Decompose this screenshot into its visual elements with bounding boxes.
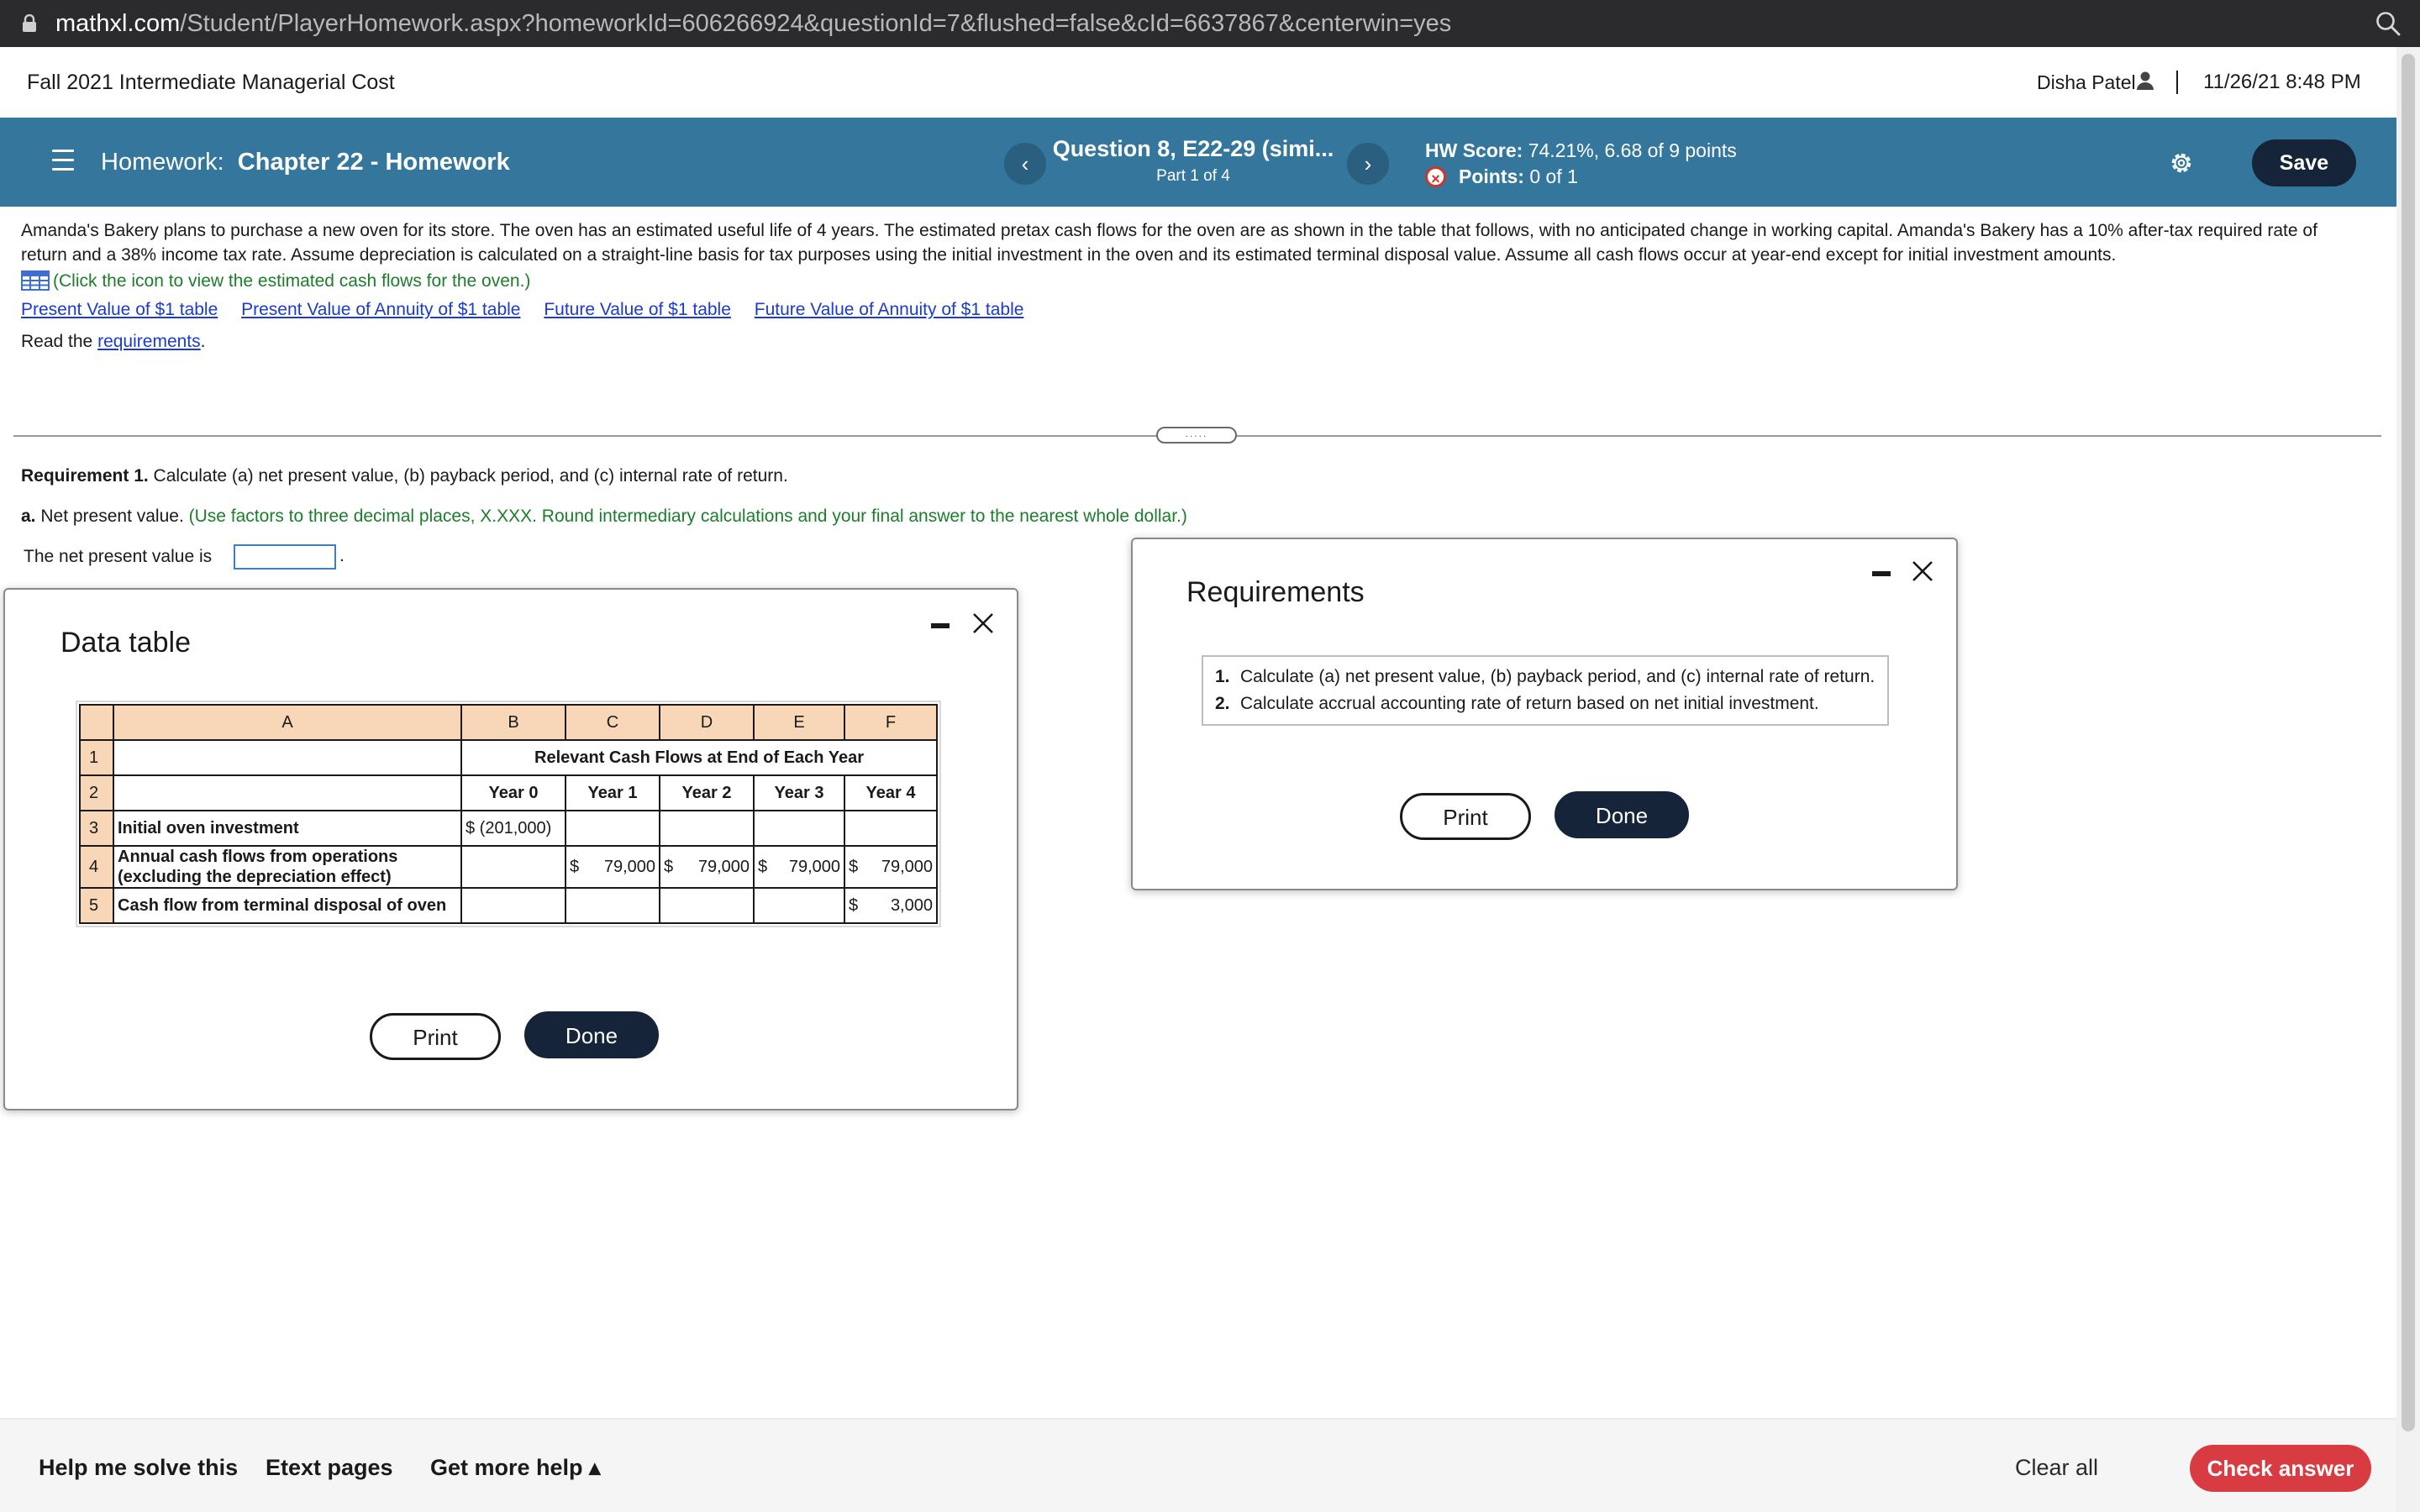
- col-header-f: F: [844, 705, 937, 740]
- year-header: Year 3: [754, 775, 844, 811]
- reqa-text: Net present value.: [35, 507, 189, 526]
- item-text: Calculate accrual accounting rate of return based on net initial investment.: [1240, 694, 1819, 713]
- homework-prefix: Homework:: [101, 149, 224, 176]
- currency-sign: $: [758, 857, 768, 876]
- col-header-c: C: [566, 705, 660, 740]
- cell-empty: [566, 811, 660, 846]
- npv-label: The net present value is: [24, 547, 213, 566]
- close-icon[interactable]: [971, 612, 995, 635]
- question-part: Part 1 of 4: [1156, 167, 1230, 185]
- cell-value: [660, 846, 754, 888]
- course-name: Fall 2021 Intermediate Managerial Cost: [27, 71, 395, 94]
- amount: 79,000: [881, 857, 933, 876]
- row-label-line2: (excluding the depreciation effect): [118, 868, 392, 886]
- data-print-button[interactable]: Print: [370, 1013, 501, 1060]
- table-row: [80, 888, 937, 923]
- table-row: [80, 775, 937, 811]
- table-header-row: [80, 705, 937, 740]
- incorrect-x-icon: ×: [1425, 166, 1446, 187]
- fv-annuity-table-link[interactable]: Future Value of Annuity of $1 table: [754, 300, 1024, 319]
- url-text[interactable]: [55, 8, 1451, 39]
- save-button[interactable]: Save: [2252, 139, 2356, 186]
- req1-text: Calculate (a) net present value, (b) payback period, and (c) internal rate of return.: [148, 466, 788, 486]
- cell-empty: [461, 888, 566, 923]
- table-row: [80, 811, 937, 846]
- url-path: /Student/PlayerHomework.aspx?homeworkId=606266924&questionId=7&flushed=false&cId=6637867&centerwin=yes: [180, 10, 1452, 37]
- requirements-dialog[interactable]: [1131, 538, 1958, 890]
- table-icon[interactable]: [21, 270, 50, 291]
- homework-title: [101, 146, 510, 178]
- read-prefix: Read the: [21, 332, 98, 351]
- help-me-solve-button[interactable]: Help me solve this: [39, 1455, 239, 1480]
- read-requirements: [21, 329, 205, 354]
- user-icon[interactable]: [2136, 71, 2154, 91]
- cell-empty: [113, 775, 461, 811]
- get-more-help-button[interactable]: Get more help ▴: [430, 1455, 601, 1480]
- requirements-list: [1202, 655, 1889, 726]
- cell-empty: [660, 888, 754, 923]
- row-number: 5: [80, 888, 113, 923]
- cell-empty: [660, 811, 754, 846]
- points-value: 0 of 1: [1529, 165, 1578, 187]
- prev-question-button[interactable]: ‹: [1004, 143, 1046, 185]
- row-label: Initial oven investment: [113, 811, 461, 846]
- amount: 3,000: [890, 895, 933, 915]
- page-scrollbar[interactable]: [2396, 47, 2420, 1512]
- gear-icon[interactable]: [2168, 150, 2195, 176]
- factor-table-links: [21, 297, 1042, 322]
- user-name[interactable]: Disha Patel: [2037, 71, 2136, 93]
- req-print-button[interactable]: Print: [1400, 793, 1531, 840]
- reqa-label: a.: [21, 507, 36, 526]
- item-number: 1.: [1215, 667, 1230, 686]
- req-done-button[interactable]: Done: [1555, 791, 1689, 838]
- icon-hint: (Click the icon to view the estimated cash flows for the oven.): [53, 271, 531, 291]
- col-header-e: E: [754, 705, 844, 740]
- requirements-link[interactable]: requirements: [97, 332, 201, 351]
- req1-label: Requirement 1.: [21, 466, 149, 486]
- cell-value: [754, 846, 844, 888]
- cash-flow-table: [79, 704, 938, 924]
- etext-pages-button[interactable]: Etext pages: [266, 1455, 393, 1480]
- npv-input[interactable]: [234, 544, 336, 570]
- question-text: Amanda's Bakery plans to purchase a new oven for its store. The oven has an estimated useful life of 4 years. The estimated pretax cash flows for the oven are as shown in the table that follows, with no anticipated change in working capital. Amanda's Bakery has a 10% after-tax required rate of return and a 38% income tax rate. Assume depreciation is calculated on a straight-line basis for tax purposes using the initial investment in the oven and its estimated terminal disposal value. Assume all cash flows occur at year-end except for initial investment amounts.: [21, 221, 2317, 265]
- col-header-a: A: [113, 705, 461, 740]
- row-number: 2: [80, 775, 113, 811]
- data-table-title: Data table: [60, 627, 191, 659]
- npv-suffix: .: [339, 546, 345, 565]
- cell-empty: [754, 811, 844, 846]
- cell-value: [844, 888, 937, 923]
- hw-score-value: 74.21%, 6.68 of 9 points: [1528, 139, 1737, 161]
- currency-sign: $: [664, 857, 674, 876]
- hw-score: [1425, 138, 1737, 163]
- hamburger-menu-icon[interactable]: [52, 150, 74, 175]
- cell-empty: [754, 888, 844, 923]
- table-row: [80, 740, 937, 775]
- points-label: Points:: [1459, 165, 1524, 187]
- year-header: Year 4: [844, 775, 937, 811]
- scrollbar-thumb[interactable]: [2402, 54, 2415, 1431]
- resize-handle[interactable]: .....: [1156, 427, 1237, 444]
- currency-sign: $: [849, 857, 859, 876]
- clear-all-button[interactable]: Clear all: [2015, 1455, 2099, 1480]
- list-item: [1215, 664, 1876, 690]
- col-header-b: B: [461, 705, 566, 740]
- item-text: Calculate (a) net present value, (b) payback period, and (c) internal rate of return.: [1240, 667, 1876, 686]
- data-table-dialog[interactable]: [3, 588, 1018, 1110]
- year-header: Year 1: [566, 775, 660, 811]
- item-number: 2.: [1215, 694, 1230, 713]
- minimize-icon[interactable]: [1872, 571, 1891, 576]
- footer-bar: [0, 1418, 2396, 1512]
- check-answer-button[interactable]: Check answer: [2190, 1445, 2371, 1492]
- row-number: 3: [80, 811, 113, 846]
- header-separator: [2176, 71, 2178, 94]
- list-item: [1215, 690, 1876, 717]
- reqa-hint: (Use factors to three decimal places, X.XXX. Round intermediary calculations and your final answer to the nearest whole dollar.): [188, 507, 1187, 526]
- corner-cell: [80, 705, 113, 740]
- search-icon[interactable]: [2375, 10, 2402, 37]
- read-suffix: .: [200, 332, 206, 351]
- row-label-line1: Annual cash flows from operations: [118, 848, 398, 866]
- currency-sign: $: [849, 895, 859, 915]
- requirements-title: Requirements: [1186, 576, 1365, 608]
- year-header: Year 0: [461, 775, 566, 811]
- minimize-icon[interactable]: [931, 623, 950, 628]
- amount: 79,000: [603, 857, 655, 876]
- row-label: Cash flow from terminal disposal of oven: [113, 888, 461, 923]
- requirement-1: [21, 464, 788, 488]
- pv-annuity-table-link[interactable]: Present Value of Annuity of $1 table: [241, 300, 521, 319]
- url-domain: mathxl.com: [55, 10, 181, 37]
- row-label: [113, 846, 461, 888]
- fv-1-table-link[interactable]: Future Value of $1 table: [544, 300, 731, 319]
- currency-sign: $: [570, 857, 580, 876]
- row-number: 4: [80, 846, 113, 888]
- pv-1-table-link[interactable]: Present Value of $1 table: [21, 300, 218, 319]
- cell-empty: [113, 740, 461, 775]
- hw-score-label: HW Score:: [1425, 139, 1523, 161]
- amount: 79,000: [697, 857, 750, 876]
- table-row: [80, 846, 937, 888]
- question-title[interactable]: Question 8, E22-29 (simi...: [1052, 136, 1334, 161]
- course-header: [0, 47, 2396, 118]
- browser-url-bar[interactable]: [0, 0, 2420, 47]
- year-header: Year 2: [660, 775, 754, 811]
- lock-icon: [22, 14, 37, 33]
- cell-empty: [461, 846, 566, 888]
- datetime: 11/26/21 8:48 PM: [2203, 71, 2361, 93]
- next-question-button[interactable]: ›: [1347, 143, 1389, 185]
- amount: 79,000: [788, 857, 840, 876]
- col-header-d: D: [660, 705, 754, 740]
- cell-value: [566, 846, 660, 888]
- cell-value: [844, 846, 937, 888]
- cell-empty: [844, 811, 937, 846]
- homework-bar: [0, 118, 2396, 207]
- requirement-a: [21, 504, 1187, 528]
- data-done-button[interactable]: Done: [524, 1011, 659, 1058]
- points: [1459, 164, 1578, 189]
- merged-header-cell: Relevant Cash Flows at End of Each Year: [461, 740, 937, 775]
- close-icon[interactable]: [1911, 559, 1934, 583]
- row-number: 1: [80, 740, 113, 775]
- cash-flow-icon-line: [21, 269, 530, 293]
- cell-empty: [566, 888, 660, 923]
- cell-value: $ (201,000): [461, 811, 566, 846]
- homework-chapter: Chapter 22 - Homework: [237, 149, 510, 176]
